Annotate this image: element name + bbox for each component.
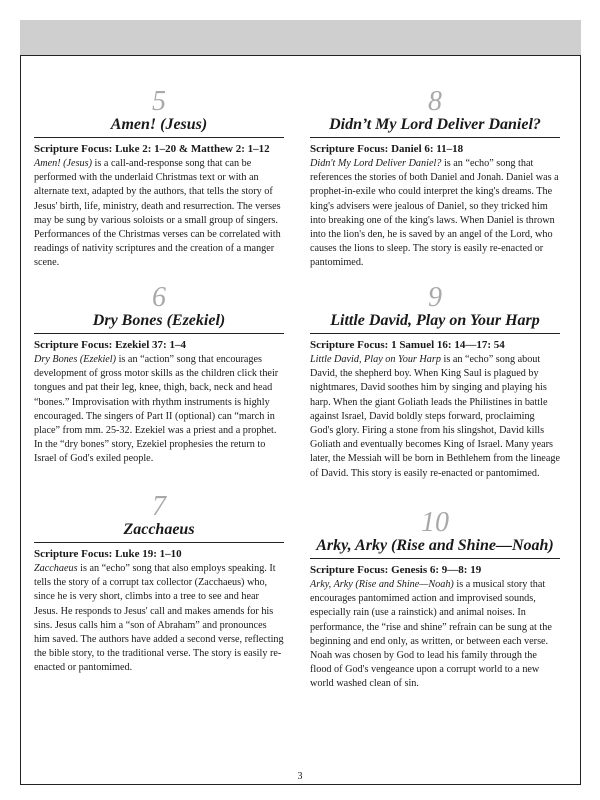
scripture-focus: Scripture Focus: Luke 19: 1–10: [34, 548, 182, 560]
song-title-inline: Zacchaeus: [34, 563, 78, 574]
song-description: [310, 578, 560, 692]
song-number: 9: [428, 282, 442, 313]
song-number: 7: [152, 491, 166, 522]
description-text: is an “action” song that encourages development of gross motor skills as the children click their tongues and pat their leg, knee, thigh, back, neck and head “bones.” Improvisation with rhythm instruments is highly encouraged. The singers of Part II (optional) can “march in place” from mm. 25-32. Ezekiel was a priest and a prophet. In the “dry bones” story, Ezekiel prophesies the return to Israel of God's exiled people.: [34, 354, 279, 465]
song-title: Zacchaeus: [34, 521, 284, 543]
song-description: [310, 157, 560, 271]
song-description: [34, 157, 284, 271]
song-title: Arky, Arky (Rise and Shine—Noah): [310, 537, 560, 559]
song-number: 10: [421, 507, 449, 538]
song-description: [34, 562, 284, 676]
song-entry-7: [34, 493, 284, 676]
description-text: is a musical story that encourages pantomimed action and improvised sounds, especially rain (use a rainstick) and animal noises. In performance, the “rise and shine” refrain can be sung at the beginning and end only, as written, or between each verse. Noah was chosen by God to lead his family through the flood of God's vengeance upon a corrupt world to a new world washed clean of sin.: [310, 579, 552, 690]
scripture-focus: Scripture Focus: Luke 2: 1–20 & Matthew 2: 1–12: [34, 143, 270, 155]
song-description: [34, 353, 284, 467]
song-title-inline: Didn't My Lord Deliver Daniel?: [310, 158, 442, 169]
song-entry-10: [310, 509, 560, 692]
song-title-inline: Little David, Play on Your Harp: [310, 354, 441, 365]
song-entry-6: [34, 284, 284, 467]
song-description: [310, 353, 560, 481]
song-entry-8: [310, 88, 560, 271]
song-entry-5: [34, 88, 284, 271]
song-title: Didn’t My Lord Deliver Daniel?: [310, 116, 560, 138]
description-text: is an “echo” song about David, the shepherd boy. When King Saul is plagued by nightmares, David soothes him by singing and playing his harp. When the giant Goliath leads the Philistines in battle against Israel, David boldly steps forward, proclaiming God's glory. Firing a stone from his slingshot, David kills Goliath and eventually becomes King of Israel. Many years later, the Messiah will be born in Bethlehem from the lineage of David. This story is easily re-enacted or pantomimed.: [310, 354, 560, 479]
song-title: Amen! (Jesus): [34, 116, 284, 138]
song-title-inline: Amen! (Jesus): [34, 158, 92, 169]
song-title-inline: Arky, Arky (Rise and Shine—Noah): [310, 579, 454, 590]
song-number: 6: [152, 282, 166, 313]
description-text: is an “echo” song that references the stories of both Daniel and Jonah. Daniel was a prophet-in-exile who could interpret the king's dreams. The king's advisers were jealous of Daniel, so they tricked him into breaking one of the king's laws. When Daniel is thrown into the lion's den, he is saved by an angel of the Lord, who causes the lions to sleep. The story is easily re-enacted or pantomimed.: [310, 158, 559, 269]
page-number: 3: [297, 771, 303, 782]
song-title: Little David, Play on Your Harp: [310, 312, 560, 334]
scripture-focus: Scripture Focus: Daniel 6: 11–18: [310, 143, 464, 155]
song-title-inline: Dry Bones (Ezekiel): [34, 354, 117, 365]
song-title: Dry Bones (Ezekiel): [34, 312, 284, 334]
description-text: is an “echo” song that also employs speaking. It tells the story of a corrupt tax collector (Zacchaeus) who, since he is very short, climbs into a tree to see and hear Jesus. He responds to Jesus' call and makes amends for his sins. Jesus calls him a “son of Abraham” and pronounces him saved. The authors have added a second verse, reflecting the bible story, to the traditional verse. The story is easily re-enacted or pantomimed.: [34, 563, 284, 674]
scripture-focus: Scripture Focus: Ezekiel 37: 1–4: [34, 339, 186, 351]
scripture-focus: Scripture Focus: 1 Samuel 16: 14—17: 54: [310, 339, 505, 351]
scripture-focus: Scripture Focus: Genesis 6: 9—8: 19: [310, 564, 482, 576]
header-band: [20, 20, 581, 56]
description-text: is a call-and-response song that can be performed with the underlaid Christmas text or with an alternate text, adapted by the authors, that tells the story of Jesus' birth, life, ministry, death and resurrection. The verses may be sung by various soloists or a small group of singers. Performances of the Christmas verses can be correlated with readings of nativity scriptures and the creation of a manger scene.: [34, 158, 281, 269]
song-number: 5: [152, 86, 166, 117]
song-number: 8: [428, 86, 442, 117]
song-entry-9: [310, 284, 560, 481]
